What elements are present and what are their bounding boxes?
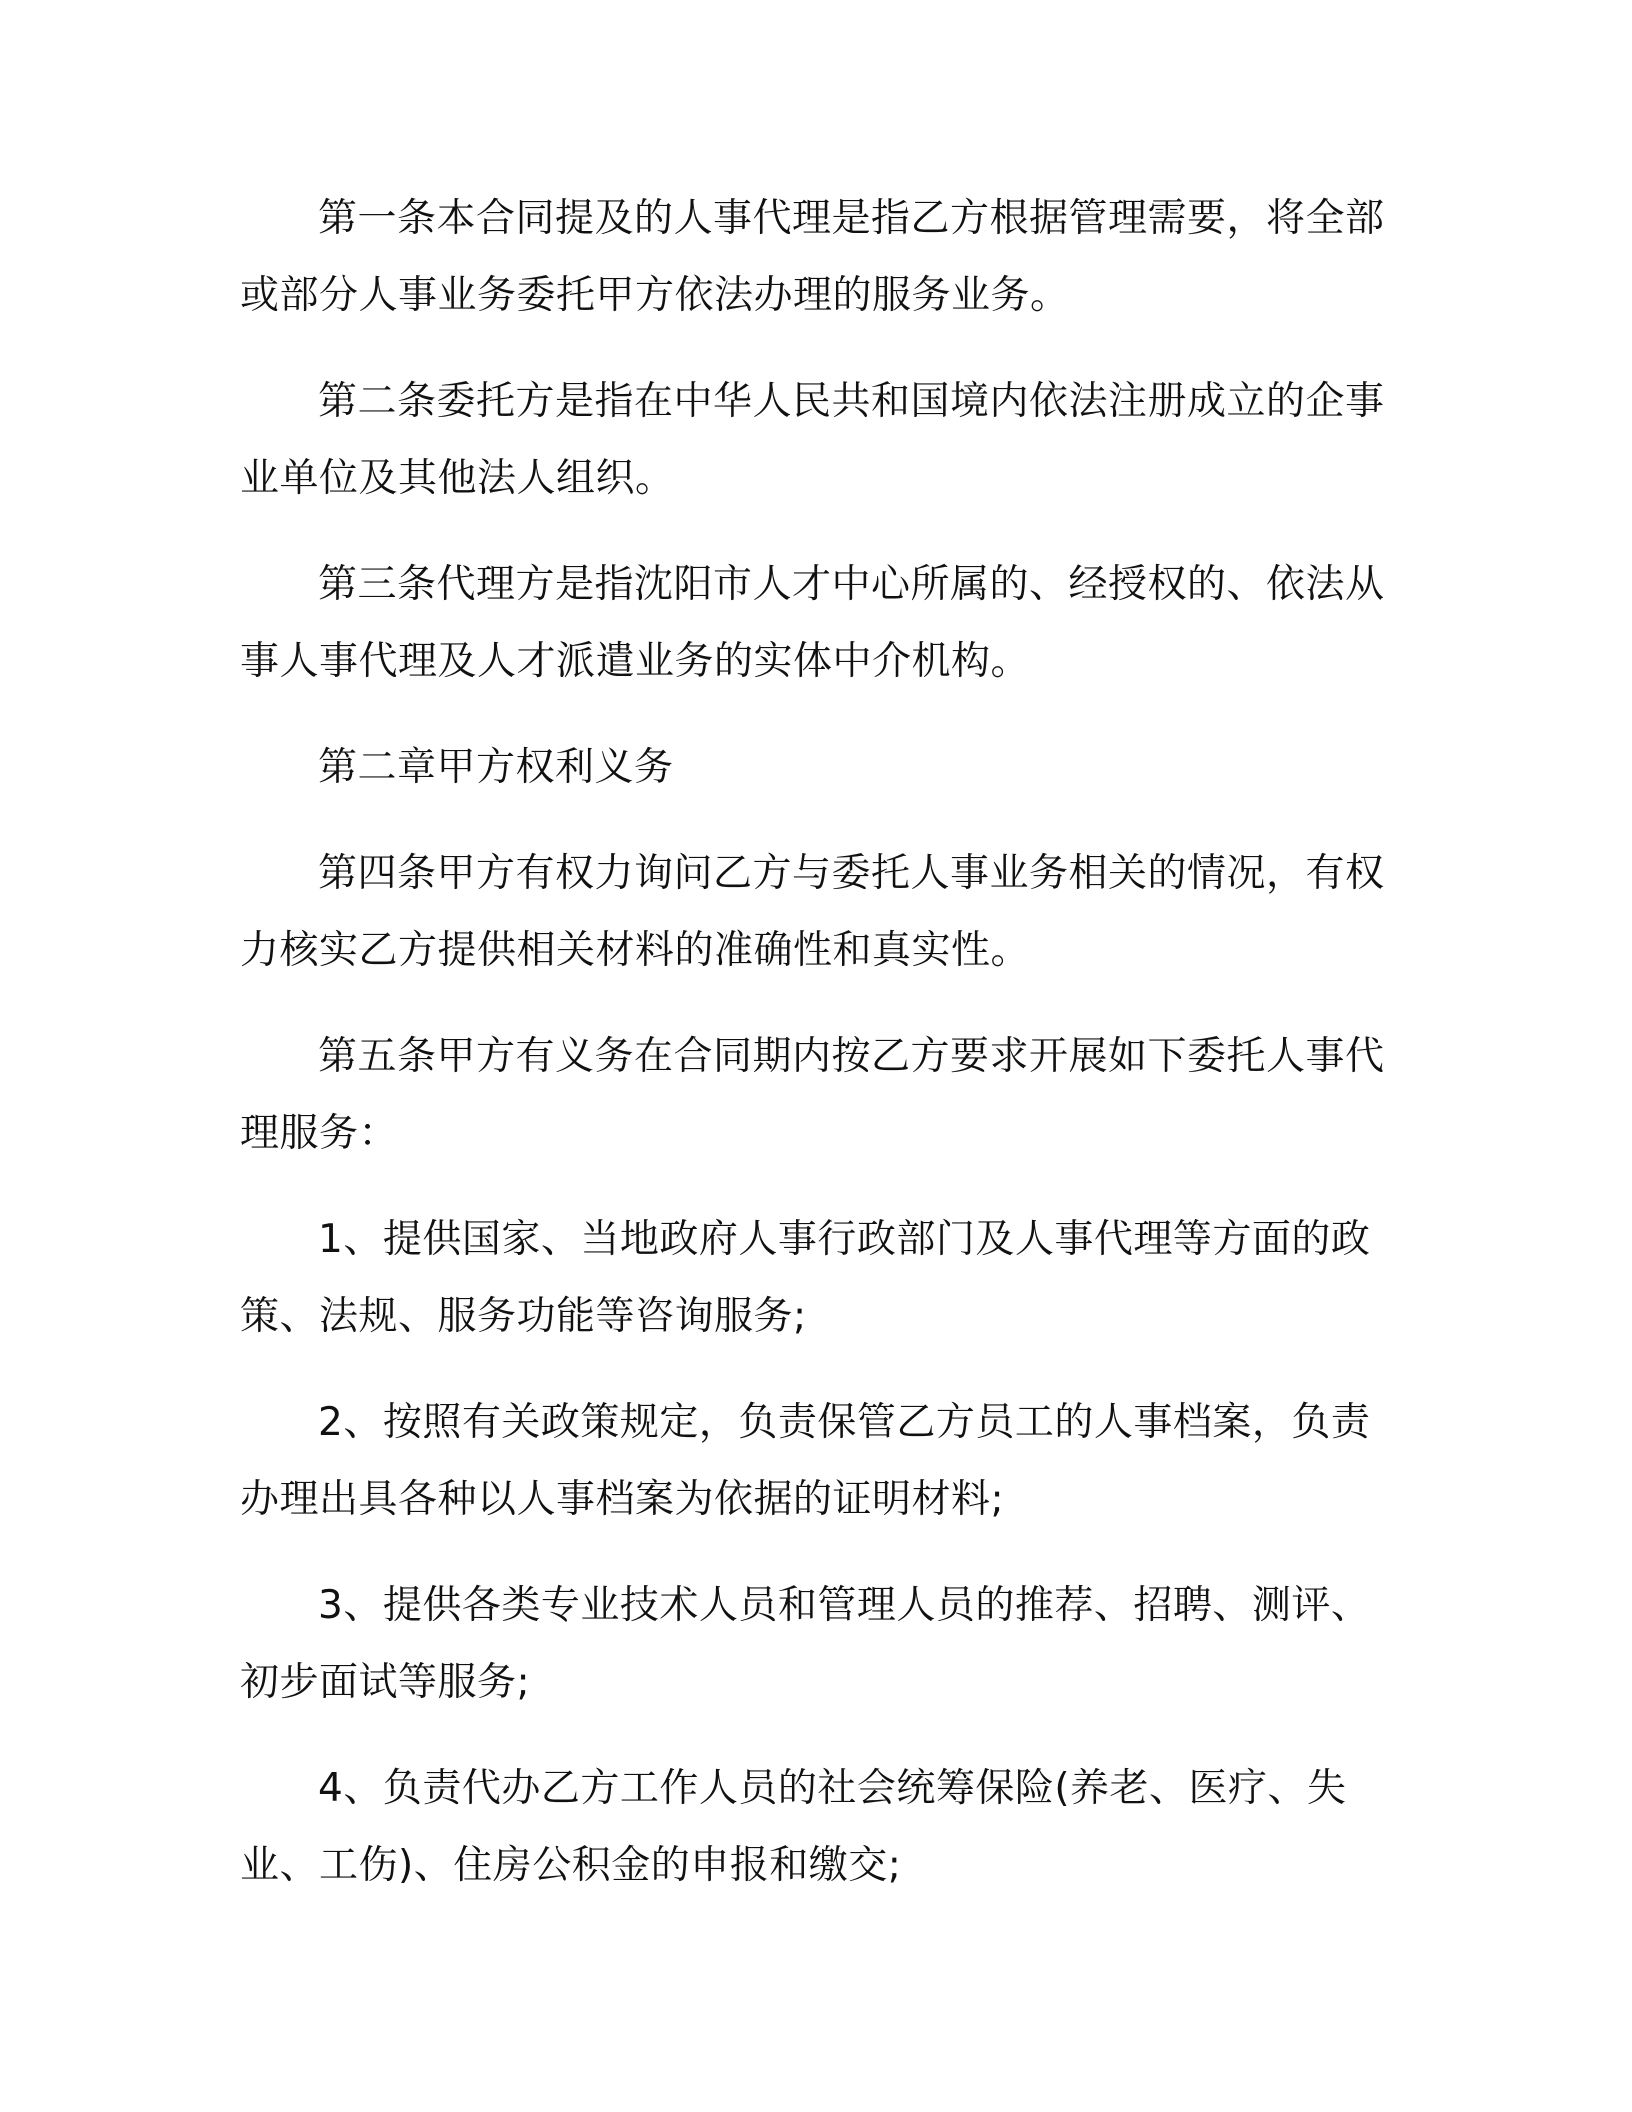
- article-2-paragraph: 第二条委托方是指在中华人民共和国境内依法注册成立的企事业单位及其他法人组织。: [240, 379, 1385, 501]
- article-5-paragraph: 第五条甲方有义务在合同期内按乙方要求开展如下委托人事代理服务：: [240, 1034, 1385, 1156]
- list-item-4: 4、负责代办乙方工作人员的社会统筹保险(养老、医疗、失业、工伤)、住房公积金的申报和缴交;: [240, 1766, 1347, 1888]
- list-item-1: 1、提供国家、当地政府人事行政部门及人事代理等方面的政策、法规、服务功能等咨询服务;: [240, 1217, 1371, 1339]
- chapter-2-heading: 第二章甲方权利义务: [318, 745, 674, 790]
- list-item-2: 2、按照有关政策规定，负责保管乙方员工的人事档案，负责办理出具各种以人事档案为依据的证明材料;: [240, 1400, 1371, 1522]
- article-1-paragraph: 第一条本合同提及的人事代理是指乙方根据管理需要，将全部或部分人事业务委托甲方依法办理的服务业务。: [240, 196, 1385, 318]
- document-body: [240, 180, 1390, 1933]
- list-item-3: 3、提供各类专业技术人员和管理人员的推荐、招聘、测评、初步面试等服务;: [240, 1583, 1371, 1705]
- article-4-paragraph: 第四条甲方有权力询问乙方与委托人事业务相关的情况，有权力核实乙方提供相关材料的准确性和真实性。: [240, 851, 1385, 973]
- article-3-paragraph: 第三条代理方是指沈阳市人才中心所属的、经授权的、依法从事人事代理及人才派遣业务的实体中介机构。: [240, 562, 1385, 684]
